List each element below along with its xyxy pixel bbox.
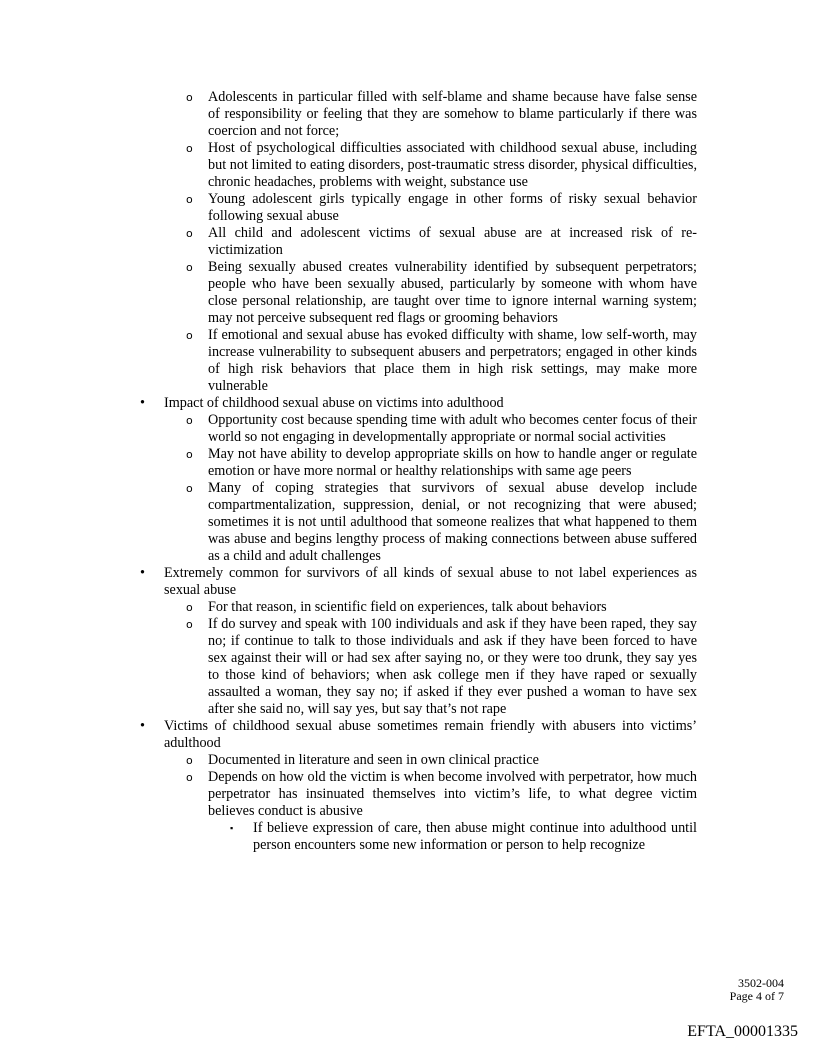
bullet-circle-icon: o xyxy=(186,482,193,495)
bullet-square-icon: ▪ xyxy=(230,823,234,833)
bullet-circle-icon: o xyxy=(186,261,193,274)
sub-bullet-item xyxy=(0,599,816,616)
sub-bullet-item xyxy=(0,446,816,480)
bullet-item xyxy=(0,565,816,599)
bullet-circle-icon: o xyxy=(186,754,193,767)
bullet-dot-icon: • xyxy=(140,565,145,581)
bullet-item xyxy=(0,395,816,412)
bates-stamp: EFTA_00001335 xyxy=(687,1023,798,1040)
list-item-text: Opportunity cost because spending time with adult who becomes center focus of their world so not engaging in developmentally appropriate or normal social activities xyxy=(208,412,697,445)
sub-bullet-item xyxy=(0,769,816,820)
list-item-text: Being sexually abused creates vulnerability identified by subsequent perpetrators; people who have been sexually abused, particularly by someone with whom have close personal relationship, are taught over time to ignore internal warning system; may not perceive subsequent red flags or grooming behaviors xyxy=(208,259,697,326)
sub-bullet-item xyxy=(0,327,816,395)
list-item-text: Victims of childhood sexual abuse sometimes remain friendly with abusers into victims’ adulthood xyxy=(164,718,697,751)
document-body xyxy=(0,89,816,854)
document-code: 3502-004 xyxy=(738,976,784,990)
list-item-text: If do survey and speak with 100 individuals and ask if they have been raped, they say no; if continue to talk to those individuals and ask if they have been forced to have sex against their will or had sex after saying no, or they were too drunk, they say yes to those kind of behaviors; when ask college men if they have raped or sexually assaulted a woman, they say no; if asked if they ever pushed a woman to have sex after she said no, will say yes, but say that’s not rape xyxy=(208,616,697,717)
list-item-text: Young adolescent girls typically engage in other forms of risky sexual behavior following sexual abuse xyxy=(208,191,697,224)
sub-bullet-item xyxy=(0,225,816,259)
list-item-text: If believe expression of care, then abuse might continue into adulthood until person encounters some new information or person to help recognize xyxy=(253,820,697,853)
sub-bullet-item xyxy=(0,191,816,225)
sub-sub-bullet-item xyxy=(0,820,816,854)
sub-bullet-item xyxy=(0,752,816,769)
page-number: Page 4 of 7 xyxy=(729,989,784,1003)
list-item-text: If emotional and sexual abuse has evoked difficulty with shame, low self-worth, may increase vulnerability to subsequent abusers and perpetrators; engaged in other kinds of high risk behaviors that place them in high risk settings, may make more vulnerable xyxy=(208,327,697,394)
bullet-circle-icon: o xyxy=(186,771,193,784)
bullet-circle-icon: o xyxy=(186,414,193,427)
list-item-text: Documented in literature and seen in own clinical practice xyxy=(208,752,539,768)
list-item-text: Extremely common for survivors of all kinds of sexual abuse to not label experiences as sexual abuse xyxy=(164,565,697,598)
list-item-text: Depends on how old the victim is when become involved with perpetrator, how much perpetrator has insinuated themselves into victim’s life, to what degree victim believes conduct is abusive xyxy=(208,769,697,819)
list-item-text: Many of coping strategies that survivors of sexual abuse develop include compartmentalization, suppression, denial, or not recognizing that were abused; sometimes it is not until adulthood that someone realizes that what happened to them was abuse and begins lengthy process of making connections between abuse suffered as a child and adult challenges xyxy=(208,480,697,564)
sub-bullet-item xyxy=(0,259,816,327)
bullet-item xyxy=(0,718,816,752)
list-item-text: May not have ability to develop appropriate skills on how to handle anger or regulate emotion or have more normal or healthy relationships with same age peers xyxy=(208,446,697,479)
bullet-circle-icon: o xyxy=(186,618,193,631)
bullet-dot-icon: • xyxy=(140,395,145,411)
bullet-circle-icon: o xyxy=(186,227,193,240)
sub-bullet-item xyxy=(0,480,816,565)
sub-bullet-item xyxy=(0,89,816,140)
bullet-circle-icon: o xyxy=(186,329,193,342)
list-item-text: Host of psychological difficulties associated with childhood sexual abuse, including but not limited to eating disorders, post-traumatic stress disorder, physical difficulties, chronic headaches, problems with weight, substance use xyxy=(208,140,697,190)
bullet-circle-icon: o xyxy=(186,601,193,614)
sub-bullet-item xyxy=(0,616,816,718)
list-item-text: All child and adolescent victims of sexual abuse are at increased risk of re-victimization xyxy=(208,225,697,258)
bullet-circle-icon: o xyxy=(186,448,193,461)
sub-bullet-item xyxy=(0,140,816,191)
list-item-text: Adolescents in particular filled with self-blame and shame because have false sense of responsibility or feeling that they are somehow to blame particularly if there was coercion and not force; xyxy=(208,89,697,139)
bullet-circle-icon: o xyxy=(186,142,193,155)
bullet-circle-icon: o xyxy=(186,91,193,104)
sub-bullet-item xyxy=(0,412,816,446)
bullet-dot-icon: • xyxy=(140,718,145,734)
page-footer xyxy=(730,977,784,1003)
bullet-circle-icon: o xyxy=(186,193,193,206)
list-item-text: For that reason, in scientific field on experiences, talk about behaviors xyxy=(208,599,607,615)
list-item-text: Impact of childhood sexual abuse on victims into adulthood xyxy=(164,395,504,411)
